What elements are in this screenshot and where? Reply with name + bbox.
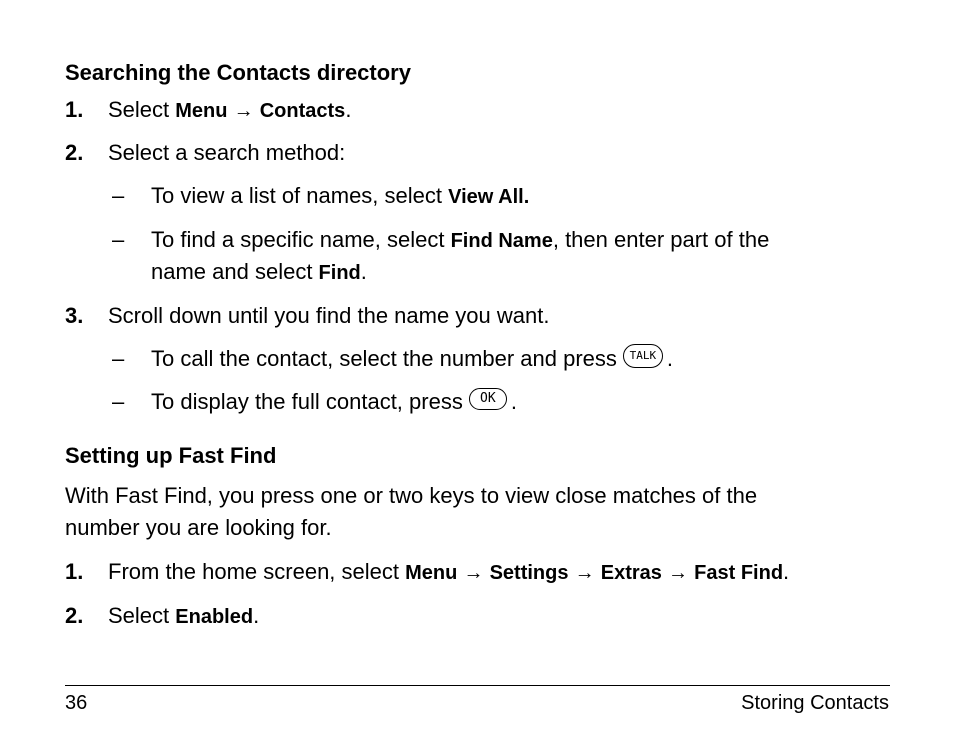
extras-label: Extras bbox=[600, 562, 662, 584]
footer-divider bbox=[65, 685, 890, 686]
settings-label: Settings bbox=[489, 562, 569, 584]
find-name-label: Find Name bbox=[450, 230, 553, 252]
step-text: Select a search method: bbox=[108, 140, 346, 165]
chapter-title: Storing Contacts bbox=[741, 692, 889, 714]
step-number: 3. bbox=[65, 303, 84, 328]
talk-key-icon: TALK bbox=[623, 344, 663, 368]
menu-label: Menu bbox=[405, 562, 458, 584]
ok-key-icon: OK bbox=[469, 388, 507, 410]
enabled-label: Enabled bbox=[175, 606, 254, 628]
step-number: 2. bbox=[65, 603, 84, 628]
step-number: 2. bbox=[65, 140, 84, 165]
step-text: Select Enabled. bbox=[108, 603, 260, 628]
arrow-icon: → bbox=[574, 562, 595, 584]
paragraph-line: With Fast Find, you press one or two keys to view close matches of the bbox=[65, 483, 758, 508]
bullet-dash: – bbox=[112, 227, 125, 252]
bullet-dash: – bbox=[112, 346, 125, 371]
contacts-label: Contacts bbox=[259, 100, 346, 122]
arrow-icon: → bbox=[668, 562, 689, 584]
sub-item-text: To call the contact, select the number and press TALK . bbox=[151, 346, 674, 371]
step-text: Scroll down until you find the name you want. bbox=[108, 303, 550, 328]
step-number: 1. bbox=[65, 559, 84, 584]
sub-item-text: To view a list of names, select View All. bbox=[151, 183, 530, 208]
bullet-dash: – bbox=[112, 389, 125, 414]
step-number: 1. bbox=[65, 97, 84, 122]
sub-item-text-continued: name and select Find. bbox=[151, 259, 367, 284]
paragraph-line: number you are looking for. bbox=[65, 515, 332, 540]
arrow-icon: → bbox=[233, 100, 254, 122]
sub-item-text: To display the full contact, press OK . bbox=[151, 389, 517, 414]
step-text: From the home screen, select Menu → Settings → Extras → Fast Find. bbox=[108, 559, 790, 584]
bullet-dash: – bbox=[112, 183, 125, 208]
view-all-label: View All. bbox=[448, 186, 530, 208]
page-number: 36 bbox=[65, 692, 88, 714]
section-heading-searching: Searching the Contacts directory bbox=[65, 60, 411, 85]
sub-item-text: To find a specific name, select Find Name, then enter part of the bbox=[151, 227, 770, 252]
fast-find-label: Fast Find bbox=[694, 562, 784, 584]
find-label: Find bbox=[318, 262, 361, 284]
arrow-icon: → bbox=[463, 562, 484, 584]
step-text: Select Menu → Contacts. bbox=[108, 97, 352, 122]
section-heading-fast-find: Setting up Fast Find bbox=[65, 443, 277, 468]
menu-label: Menu bbox=[175, 100, 228, 122]
